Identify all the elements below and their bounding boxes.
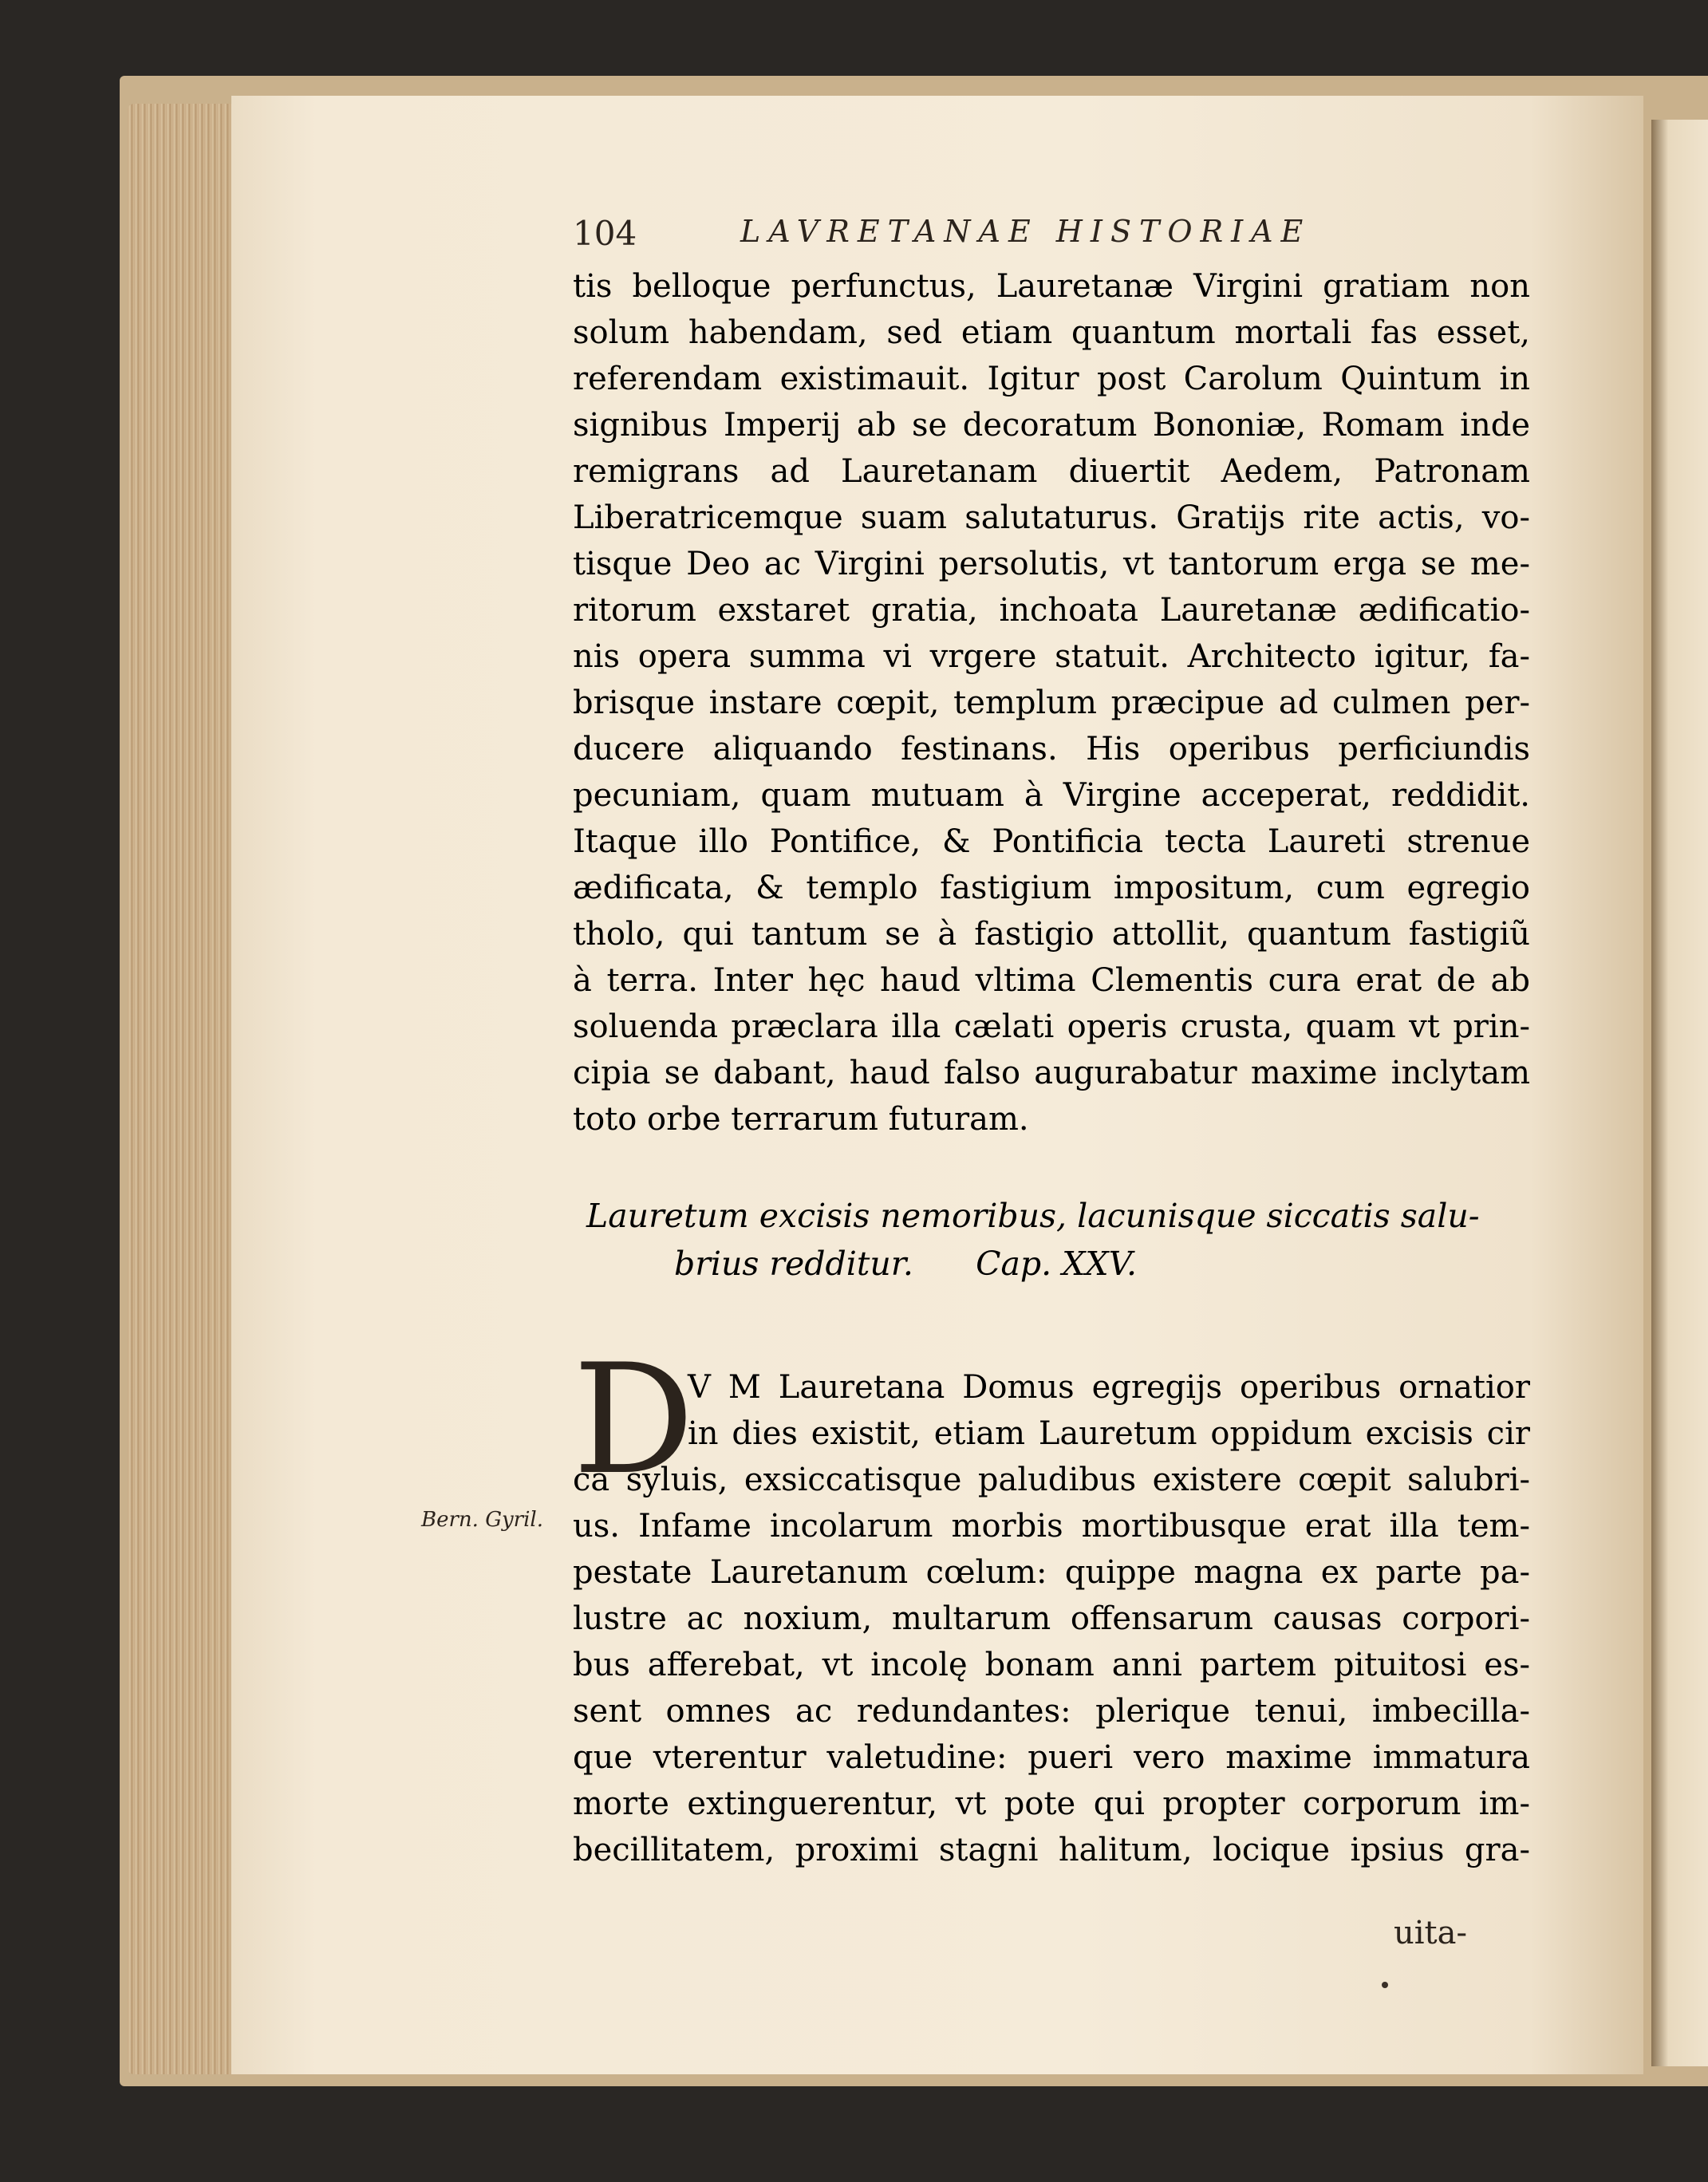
page-edges bbox=[128, 104, 247, 2074]
text-line: tisque Deo ac Virgini persolutis, vt tantorum erga se me- bbox=[573, 546, 1530, 582]
text-line: lustre ac noxium, multarum offensarum causas corpori- bbox=[573, 1600, 1530, 1637]
text-line: brisque instare cœpit, templum præcipue ad culmen per- bbox=[573, 685, 1530, 721]
text-line: tholo, qui tantum se à fastigio attollit, quantum fastigiũ bbox=[573, 916, 1530, 953]
text-line: pecuniam, quam mutuam à Virgine acceperat, reddidit. bbox=[573, 777, 1530, 814]
text-line: nis opera summa vi vrgere statuit. Architecto igitur, fa- bbox=[573, 638, 1530, 675]
text-line: in dies existit, etiam Lauretum oppidum excisis cir bbox=[688, 1415, 1530, 1452]
text-line: soluenda præclara illa cælati operis crusta, quam vt prin- bbox=[573, 1008, 1530, 1045]
text-line: ritorum exstaret gratia, inchoata Lauretanæ ædificatio- bbox=[573, 592, 1530, 629]
text-line: Liberatricemque suam salutaturus. Gratijs rite actis, vo- bbox=[573, 499, 1530, 536]
drop-cap: D bbox=[573, 1332, 695, 1508]
text-line: bus afferebat, vt incolę bonam anni partem pituitosi es- bbox=[573, 1647, 1530, 1683]
text-line: que vterentur valetudine: pueri vero maxime immatura bbox=[573, 1739, 1530, 1776]
page-number: 104 bbox=[573, 214, 637, 253]
chapter-heading-line-2: brius redditur. Cap. XXV. bbox=[674, 1245, 1138, 1283]
catchword: uita- bbox=[1394, 1915, 1467, 1951]
text-line: V M Lauretana Domus egregijs operibus ornatior bbox=[688, 1369, 1530, 1406]
text-line: solum habendam, sed etiam quantum mortali fas esset, bbox=[573, 314, 1530, 351]
text-line: sent omnes ac redundantes: plerique tenui, imbecilla- bbox=[573, 1693, 1530, 1730]
text-line: remigrans ad Lauretanam diuertit Aedem, Patronam bbox=[573, 453, 1530, 490]
text-line: Itaque illo Pontifice, & Pontificia tecta Laureti strenue bbox=[573, 823, 1530, 860]
marginal-note: Bern. Gyril. bbox=[421, 1508, 543, 1532]
text-line: ædificata, & templo fastigium impositum, cum egregio bbox=[573, 870, 1530, 906]
running-head bbox=[573, 214, 1530, 262]
text-line: referendam existimauit. Igitur post Carolum Quintum in bbox=[573, 361, 1530, 397]
text-line: cipia se dabant, haud falso augurabatur maxime inclytam bbox=[573, 1055, 1530, 1091]
text-line: us. Infame incolarum morbis mortibusque erat illa tem- bbox=[573, 1508, 1530, 1545]
facing-page-edge bbox=[1651, 120, 1708, 2066]
chapter-heading-line-1: Lauretum excisis nemoribus, lacunisque siccatis salu- bbox=[586, 1197, 1480, 1235]
text-line: ducere aliquando festinans. His operibus perficiundis bbox=[573, 731, 1530, 767]
text-line: ca syluis, exsiccatisque paludibus existere cœpit salubri- bbox=[573, 1462, 1530, 1498]
running-title: LAVRETANAE HISTORIAE bbox=[740, 214, 1312, 249]
text-line: à terra. Inter hęc haud vltima Clementis cura erat de ab bbox=[573, 962, 1530, 999]
text-line: morte extinguerentur, vt pote qui propter corporum im- bbox=[573, 1785, 1530, 1822]
text-line: tis belloque perfunctus, Lauretanæ Virgini gratiam non bbox=[573, 268, 1530, 305]
text-line: signibus Imperij ab se decoratum Bononiæ, Romam inde bbox=[573, 407, 1530, 444]
text-line: toto orbe terrarum futuram. bbox=[573, 1101, 1029, 1138]
text-line: becillitatem, proximi stagni halitum, locique ipsius gra- bbox=[573, 1832, 1530, 1868]
text-line: pestate Lauretanum cœlum: quippe magna ex parte pa- bbox=[573, 1554, 1530, 1591]
signature-mark bbox=[1382, 1982, 1388, 1988]
